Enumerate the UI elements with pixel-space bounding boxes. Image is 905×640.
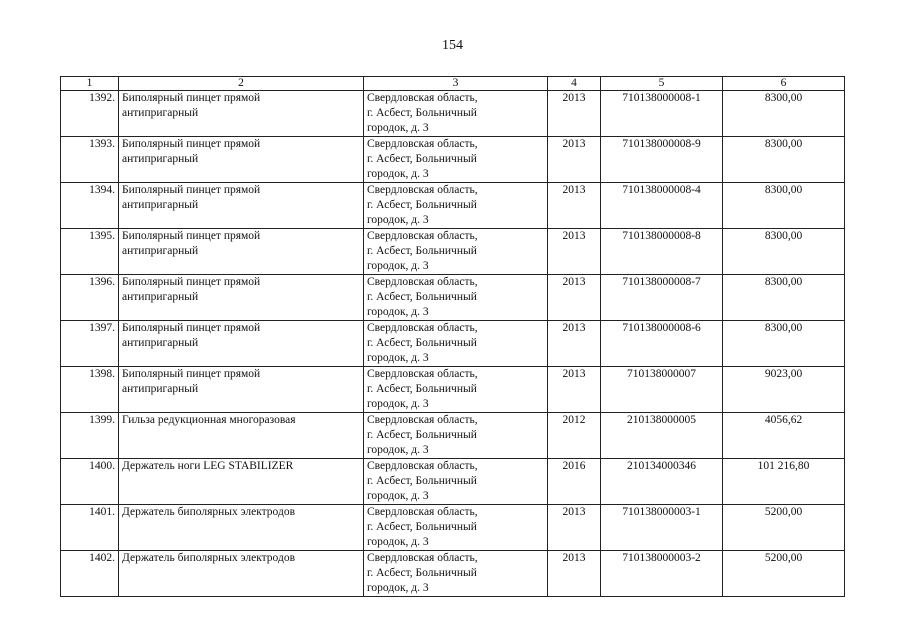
item-name [119, 229, 364, 275]
item-address-line: Свердловская область, [367, 138, 478, 150]
item-cost: 8300,00 [723, 229, 845, 275]
inventory-number: 710138000008-6 [601, 321, 723, 367]
inventory-number: 710138000008-7 [601, 275, 723, 321]
item-year: 2013 [548, 551, 601, 597]
item-address [364, 551, 548, 597]
item-address-line: Свердловская область, [367, 322, 478, 334]
item-address [364, 413, 548, 459]
item-year: 2013 [548, 505, 601, 551]
table-row [61, 91, 845, 137]
item-address-line: г. Асбест, Больничный [367, 383, 477, 395]
item-name [119, 551, 364, 597]
item-cost: 8300,00 [723, 137, 845, 183]
item-address-line: городок, д. 3 [367, 214, 429, 226]
item-address [364, 321, 548, 367]
row-number: 1398. [61, 367, 119, 413]
item-name-line: Держатель ноги LEG STABILIZER [122, 460, 294, 472]
column-header-6: 6 [723, 77, 845, 91]
item-address-line: г. Асбест, Больничный [367, 107, 477, 119]
item-name [119, 137, 364, 183]
item-name-line: Биполярный пинцет прямой [122, 184, 261, 196]
table-row [61, 413, 845, 459]
item-address-line: городок, д. 3 [367, 352, 429, 364]
item-year: 2013 [548, 275, 601, 321]
item-name [119, 183, 364, 229]
item-address-line: городок, д. 3 [367, 260, 429, 272]
item-name-line: Биполярный пинцет прямой [122, 92, 261, 104]
item-address-line: Свердловская область, [367, 230, 478, 242]
inventory-number: 710138000008-4 [601, 183, 723, 229]
item-address-line: городок, д. 3 [367, 536, 429, 548]
row-number: 1397. [61, 321, 119, 367]
row-number: 1399. [61, 413, 119, 459]
row-number: 1393. [61, 137, 119, 183]
table-row [61, 505, 845, 551]
item-year: 2013 [548, 229, 601, 275]
item-name-line: Биполярный пинцет прямой [122, 138, 261, 150]
inventory-number: 710138000008-9 [601, 137, 723, 183]
table-row [61, 459, 845, 505]
item-cost: 8300,00 [723, 321, 845, 367]
item-year: 2013 [548, 367, 601, 413]
table-body [61, 91, 845, 597]
item-address-line: г. Асбест, Больничный [367, 521, 477, 533]
table-row [61, 183, 845, 229]
item-name-line: Биполярный пинцет прямой [122, 368, 261, 380]
item-name-line: Биполярный пинцет прямой [122, 276, 261, 288]
table-row [61, 137, 845, 183]
item-address [364, 91, 548, 137]
item-year: 2013 [548, 183, 601, 229]
column-header-2: 2 [119, 77, 364, 91]
item-year: 2016 [548, 459, 601, 505]
column-header-5: 5 [601, 77, 723, 91]
item-address-line: Свердловская область, [367, 460, 478, 472]
item-address-line: г. Асбест, Больничный [367, 291, 477, 303]
page-number: 154 [442, 38, 463, 53]
item-address-line: Свердловская область, [367, 276, 478, 288]
item-cost: 8300,00 [723, 91, 845, 137]
item-name-line: Гильза редукционная многоразовая [122, 414, 296, 426]
item-year: 2013 [548, 137, 601, 183]
inventory-number: 710138000008-8 [601, 229, 723, 275]
item-address-line: г. Асбест, Больничный [367, 245, 477, 257]
item-name-line: антипригарный [122, 383, 199, 395]
item-name-line: антипригарный [122, 153, 199, 165]
item-name [119, 321, 364, 367]
item-cost: 5200,00 [723, 551, 845, 597]
inventory-number: 710138000008-1 [601, 91, 723, 137]
item-address-line: г. Асбест, Больничный [367, 429, 477, 441]
item-cost: 101 216,80 [723, 459, 845, 505]
item-address-line: г. Асбест, Больничный [367, 199, 477, 211]
item-address [364, 367, 548, 413]
row-number: 1400. [61, 459, 119, 505]
row-number: 1392. [61, 91, 119, 137]
item-year: 2013 [548, 321, 601, 367]
item-name-line: Держатель биполярных электродов [122, 552, 295, 564]
item-address-line: городок, д. 3 [367, 398, 429, 410]
item-address-line: городок, д. 3 [367, 306, 429, 318]
item-name-line: антипригарный [122, 291, 199, 303]
item-address-line: городок, д. 3 [367, 582, 429, 594]
item-address-line: г. Асбест, Больничный [367, 475, 477, 487]
item-address [364, 137, 548, 183]
item-address [364, 505, 548, 551]
item-name [119, 505, 364, 551]
row-number: 1396. [61, 275, 119, 321]
item-address-line: Свердловская область, [367, 552, 478, 564]
item-address-line: г. Асбест, Больничный [367, 567, 477, 579]
item-address-line: Свердловская область, [367, 368, 478, 380]
item-cost: 9023,00 [723, 367, 845, 413]
row-number: 1402. [61, 551, 119, 597]
item-name [119, 413, 364, 459]
item-address [364, 275, 548, 321]
row-number: 1401. [61, 505, 119, 551]
item-year: 2013 [548, 91, 601, 137]
item-address [364, 183, 548, 229]
item-address-line: г. Асбест, Больничный [367, 153, 477, 165]
item-name [119, 367, 364, 413]
item-address-line: Свердловская область, [367, 92, 478, 104]
inventory-number: 710138000003-2 [601, 551, 723, 597]
item-year: 2012 [548, 413, 601, 459]
table-row [61, 275, 845, 321]
item-name [119, 275, 364, 321]
item-name [119, 459, 364, 505]
table-row [61, 551, 845, 597]
table-row [61, 321, 845, 367]
item-address-line: Свердловская область, [367, 184, 478, 196]
item-cost: 8300,00 [723, 275, 845, 321]
item-address-line: городок, д. 3 [367, 168, 429, 180]
inventory-number: 210134000346 [601, 459, 723, 505]
item-name [119, 91, 364, 137]
column-header-4: 4 [548, 77, 601, 91]
item-address-line: городок, д. 3 [367, 444, 429, 456]
item-address-line: Свердловская область, [367, 414, 478, 426]
item-address-line: Свердловская область, [367, 506, 478, 518]
inventory-number: 710138000003-1 [601, 505, 723, 551]
item-name-line: антипригарный [122, 337, 199, 349]
property-registry-table [60, 76, 845, 597]
item-name-line: Биполярный пинцет прямой [122, 230, 261, 242]
item-address [364, 229, 548, 275]
item-name-line: антипригарный [122, 107, 199, 119]
item-name-line: антипригарный [122, 245, 199, 257]
column-header-3: 3 [364, 77, 548, 91]
inventory-number: 710138000007 [601, 367, 723, 413]
item-cost: 8300,00 [723, 183, 845, 229]
item-address-line: городок, д. 3 [367, 490, 429, 502]
row-number: 1394. [61, 183, 119, 229]
item-address-line: городок, д. 3 [367, 122, 429, 134]
item-cost: 5200,00 [723, 505, 845, 551]
table-row [61, 367, 845, 413]
row-number: 1395. [61, 229, 119, 275]
item-address-line: г. Асбест, Больничный [367, 337, 477, 349]
item-cost: 4056,62 [723, 413, 845, 459]
item-name-line: антипригарный [122, 199, 199, 211]
column-number-row [61, 77, 845, 91]
item-name-line: Держатель биполярных электродов [122, 506, 295, 518]
item-address [364, 459, 548, 505]
column-header-1: 1 [61, 77, 119, 91]
item-name-line: Биполярный пинцет прямой [122, 322, 261, 334]
table-row [61, 229, 845, 275]
inventory-number: 210138000005 [601, 413, 723, 459]
